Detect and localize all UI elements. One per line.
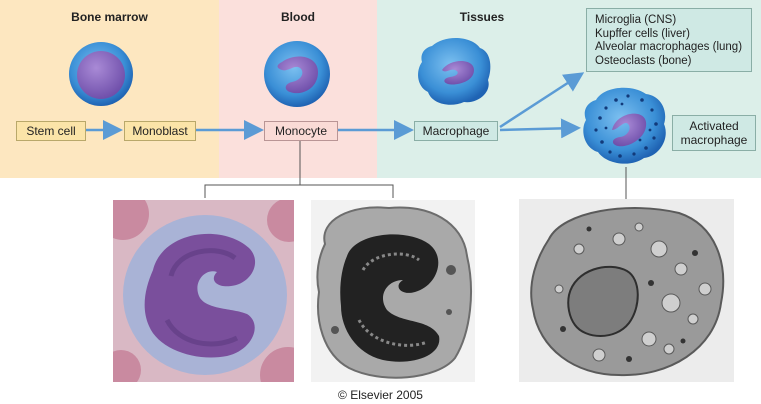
arrow-to-tissue-macrophages <box>500 75 580 127</box>
macrophage-illustration <box>418 38 490 105</box>
activated-macrophage-illustration <box>583 88 665 164</box>
blood-title: Blood <box>281 10 315 24</box>
monocyte-electron-micrograph <box>311 200 475 382</box>
monoblast-label: Monoblast <box>124 121 196 141</box>
monocyte-bracket <box>205 185 393 198</box>
activated-label-line2: macrophage <box>680 133 748 147</box>
arrow-to-activated <box>500 128 576 130</box>
monocyte-light-micrograph <box>113 200 294 382</box>
monocyte-illustration <box>264 41 330 107</box>
stem-cell-illustration <box>69 42 133 106</box>
list-item: Microglia (CNS) <box>595 14 677 26</box>
copyright-notice: © Elsevier 2005 <box>338 388 423 402</box>
monocyte-label: Monocyte <box>264 121 338 141</box>
tissues-title: Tissues <box>459 10 505 24</box>
activated-macrophage-electron-micrograph <box>519 199 734 382</box>
activated-label-line1: Activated <box>689 119 739 133</box>
list-item: Alveolar macrophages (lung) <box>595 41 743 53</box>
bone-marrow-title: Bone marrow <box>71 10 148 24</box>
macrophage-label: Macrophage <box>414 121 498 141</box>
stem-cell-label: Stem cell <box>16 121 86 141</box>
activated-macrophage-label <box>672 115 756 151</box>
list-item: Osteoclasts (bone) <box>595 54 692 67</box>
list-item: Kupffer cells (liver) <box>595 27 691 40</box>
tissue-macrophages-list <box>586 8 752 72</box>
